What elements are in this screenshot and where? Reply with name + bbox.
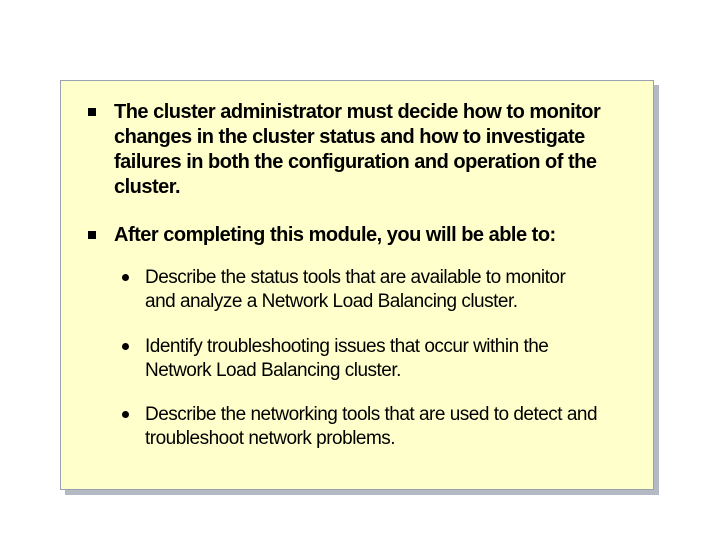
sub-bullet-item-3	[122, 403, 597, 451]
round-bullet-icon	[122, 343, 129, 350]
sub-bullet-text: Describe the status tools that are available to monitor and analyze a Network Load Balancing cluster.	[145, 267, 566, 312]
sub-bullet-text: Describe the networking tools that are used to detect and troubleshoot network problems.	[145, 404, 598, 449]
square-bullet-icon	[88, 231, 96, 239]
sub-bullet-item-2	[122, 335, 548, 383]
square-bullet-icon	[88, 108, 96, 116]
sub-bullet-text: Identify troubleshooting issues that occur within the Network Load Balancing cluster.	[145, 336, 549, 381]
bullet-item-2	[88, 223, 556, 248]
bullet-text: The cluster administrator must decide how to monitor changes in the cluster status and how to investigate failures in both the configuration and operation of the cluster.	[114, 101, 601, 198]
round-bullet-icon	[122, 274, 129, 281]
bullet-item-1	[88, 100, 600, 200]
bullet-text: After completing this module, you will be able to:	[114, 224, 556, 246]
round-bullet-icon	[122, 411, 129, 418]
sub-bullet-item-1	[122, 266, 565, 314]
